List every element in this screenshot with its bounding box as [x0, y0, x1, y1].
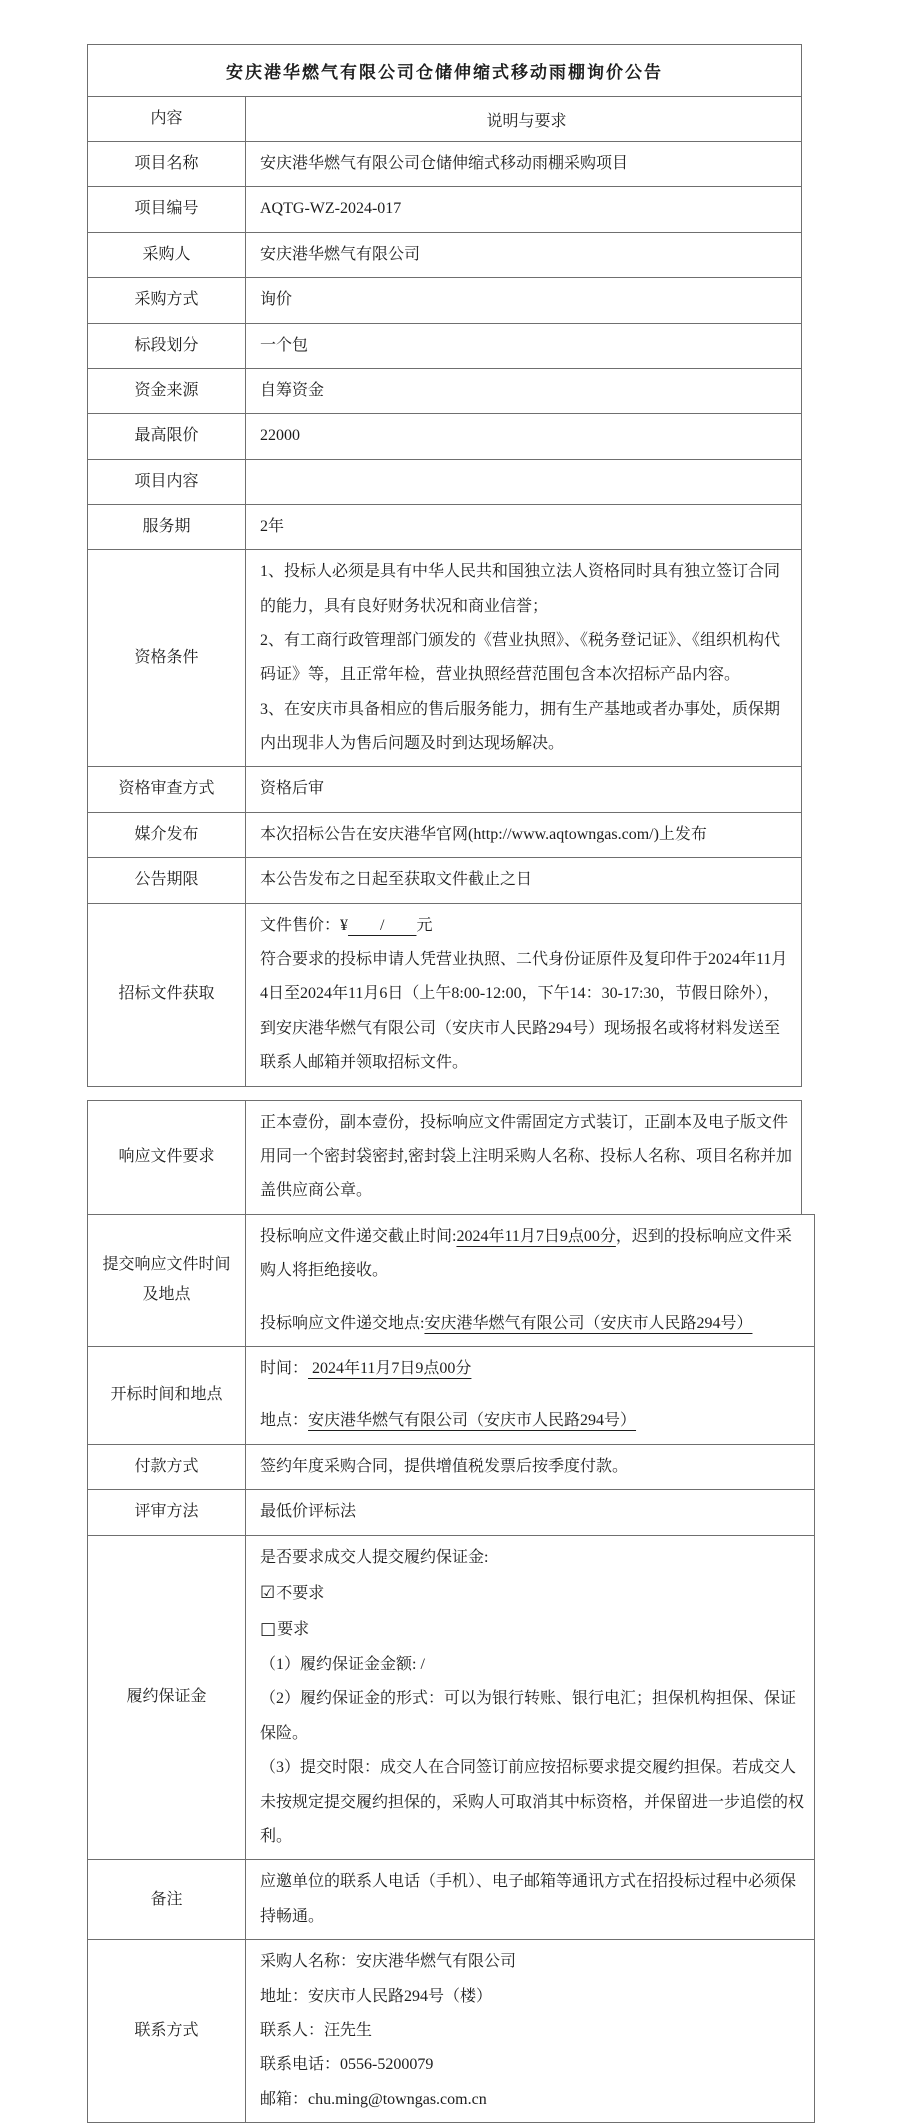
row-value	[246, 767, 801, 811]
row-label: 媒介发布	[88, 813, 246, 857]
row-value-line	[260, 1980, 806, 2014]
text-segment: 应邀单位的联系人电话（手机）、电子邮箱等通讯方式在招投标过程中必须保持畅通。	[260, 1873, 797, 1925]
text-segment: 符合要求的投标申请人凭营业执照、二代身份证原件及复印件于2024年11月4日至2024年11月6日（上午8:00-12:00，下午14：30-17:30，节假日除外），到安庆港华燃气有限公司（安庆市人民路294号）现场报名或将材料发送至联系人邮箱并领取招标文件。	[260, 951, 788, 1072]
row-value	[246, 1860, 814, 1939]
row-label: 招标文件获取	[88, 904, 246, 1086]
row-value-line	[260, 818, 793, 852]
row-value-line	[260, 1220, 806, 1289]
text-segment: （2）履约保证金的形式：可以为银行转账、银行电汇；担保机构担保、保证保险。	[260, 1690, 797, 1742]
table-row	[88, 232, 801, 277]
text-segment: 联系电话：0556-5200079	[260, 2056, 434, 2074]
text-segment: 联系人：汪先生	[260, 2021, 373, 2039]
table-row	[88, 368, 801, 413]
row-value-line	[260, 772, 793, 806]
row-value-line	[260, 863, 793, 897]
row-value-line	[260, 909, 793, 943]
row-value	[246, 1490, 814, 1534]
table-row	[88, 141, 801, 186]
row-label: 采购人	[88, 233, 246, 277]
row-value	[246, 1101, 801, 1214]
row-label: 采购方式	[88, 278, 246, 322]
text-segment: 正本壹份，副本壹份，投标响应文件需固定方式装订，正副本及电子版文件用同一个密封袋密封,密封袋上注明采购人名称、投标人名称、项目名称并加盖供应商公章。	[260, 1113, 793, 1200]
row-label: 备注	[88, 1860, 246, 1939]
row-label: 履约保证金	[88, 1536, 246, 1860]
text-segment: 1、投标人必须是具有中华人民共和国独立法人资格同时具有独立签订合同的能力，具有良好财务状况和商业信誉；	[260, 563, 781, 615]
row-value	[246, 369, 801, 413]
text-segment: 地址：安庆市人民路294号（楼）	[260, 1987, 493, 2005]
row-value	[246, 187, 801, 231]
row-label: 标段划分	[88, 324, 246, 368]
table-header-row	[88, 96, 801, 141]
row-value-line	[260, 2083, 806, 2117]
row-value-line	[260, 147, 793, 181]
row-value-line	[260, 1541, 806, 1575]
header-value-cell: 说明与要求	[486, 112, 567, 130]
row-value-line	[260, 1945, 806, 1979]
table-row	[88, 323, 801, 368]
text-segment: 本次招标公告在安庆港华官网(http://www.aqtowngas.com/)上发布	[260, 825, 707, 843]
header-label-cell: 内容	[88, 97, 246, 141]
row-label: 服务期	[88, 505, 246, 549]
table-row	[88, 903, 801, 1086]
announcement-table-main	[87, 44, 802, 1087]
row-value-line	[260, 1450, 806, 1484]
row-label: 资格条件	[88, 550, 246, 766]
row-label: 项目名称	[88, 142, 246, 186]
row-label: 开标时间和地点	[88, 1347, 246, 1444]
row-value-line	[260, 1307, 806, 1341]
text-segment: 签约年度采购合同，提供增值税发票后按季度付款。	[260, 1457, 629, 1475]
row-value-line	[260, 1865, 806, 1934]
row-value	[246, 1215, 814, 1346]
row-value-line	[260, 1352, 806, 1386]
text-segment: （1）履约保证金金额: /	[260, 1655, 425, 1673]
row-value-line	[260, 473, 793, 491]
text-segment: 自筹资金	[260, 381, 325, 399]
text-segment: 投标响应文件递交截止时间:	[260, 1227, 457, 1245]
page-break-gap	[87, 1087, 900, 1100]
row-label: 评审方法	[88, 1490, 246, 1534]
row-value-line	[260, 2014, 806, 2048]
row-label: 提交响应文件时间及地点	[88, 1215, 246, 1346]
text-segment: 2、有工商行政管理部门颁发的《营业执照》、《税务登记证》、《组织机构代码证》等，且正常年检，营业执照经营范围包含本次招标产品内容。	[260, 631, 781, 684]
row-value-line	[260, 624, 793, 693]
row-value	[246, 460, 801, 504]
row-value-line	[260, 1751, 806, 1854]
row-value-line	[260, 2048, 806, 2082]
table-row	[88, 1444, 814, 1489]
row-value	[246, 1536, 814, 1860]
text-segment: 地点：	[260, 1412, 309, 1430]
row-value	[246, 1445, 814, 1489]
row-value-line	[260, 1611, 806, 1648]
row-value	[246, 278, 801, 322]
row-value-line	[260, 283, 793, 317]
table-row	[88, 1215, 814, 1346]
text-segment: 要求	[277, 1621, 310, 1639]
text-segment: 2年	[260, 517, 285, 535]
text-segment: 安庆港华燃气有限公司（安庆市人民路294号）	[308, 1412, 637, 1430]
text-segment: 采购人名称：安庆港华燃气有限公司	[260, 1953, 517, 1971]
text-segment: 最低价评标法	[260, 1503, 357, 1521]
document-title: 安庆港华燃气有限公司仓储伸缩式移动雨棚询价公告	[226, 63, 663, 82]
text-segment: 文件售价：¥	[260, 916, 349, 934]
row-value	[246, 550, 801, 766]
text-segment: 2024年11月7日9点00分	[456, 1227, 616, 1245]
row-label: 最高限价	[88, 414, 246, 458]
row-value	[246, 324, 801, 368]
row-value-line	[260, 1404, 806, 1438]
announcement-table-bottom	[87, 1214, 815, 2123]
table-row	[88, 277, 801, 322]
text-segment: 不要求	[276, 1584, 325, 1602]
row-value-line	[260, 1682, 806, 1751]
table-title-row	[88, 45, 801, 96]
text-segment: 安庆港华燃气有限公司仓储伸缩式移动雨棚采购项目	[260, 155, 629, 172]
text-segment: /	[348, 916, 417, 934]
text-segment: （3）提交时限：成交人在合同签订前应按招标要求提交履约担保。若成交人未按规定提交履约担保的，采购人可取消其中标资格，并保留进一步追偿的权利。	[260, 1759, 805, 1845]
row-label: 项目编号	[88, 187, 246, 231]
row-value	[246, 505, 801, 549]
row-value-line	[260, 693, 793, 762]
row-value	[246, 1347, 814, 1444]
text-segment: 一个包	[260, 336, 309, 354]
row-label: 资金来源	[88, 369, 246, 413]
text-segment: 本公告发布之日起至获取文件截止之日	[260, 871, 533, 889]
row-value-line	[260, 329, 793, 363]
table-row	[88, 413, 801, 458]
text-segment: 资格后审	[260, 780, 325, 798]
table-row	[88, 812, 801, 857]
row-value	[246, 414, 801, 458]
text-segment: 安庆港华燃气有限公司（安庆市人民路294号）	[424, 1314, 753, 1332]
row-value-line	[260, 1106, 793, 1209]
row-value	[246, 858, 801, 902]
table-row	[88, 1101, 801, 1214]
text-segment: 是否要求成交人提交履约保证金:	[260, 1548, 489, 1566]
table-row	[88, 766, 801, 811]
row-value-line	[260, 555, 793, 624]
text-segment: AQTG-WZ-2024-017	[260, 200, 402, 218]
row-value-line	[260, 510, 793, 544]
text-segment: 22000	[260, 427, 300, 445]
table-row	[88, 1346, 814, 1444]
table-row	[88, 857, 801, 902]
table-row	[88, 1489, 814, 1534]
row-value-line	[260, 419, 793, 453]
table-row	[88, 504, 801, 549]
checkbox-checked-icon: ☑	[260, 1582, 276, 1603]
row-label: 项目内容	[88, 460, 246, 504]
row-value-line	[260, 1495, 806, 1529]
row-value-line	[260, 374, 793, 408]
row-value	[246, 813, 801, 857]
announcement-table-response	[87, 1100, 802, 1215]
table-row	[88, 549, 801, 766]
row-value-line	[260, 238, 793, 272]
row-value	[246, 233, 801, 277]
table-row	[88, 186, 801, 231]
row-label: 付款方式	[88, 1445, 246, 1489]
row-value-line	[260, 1648, 806, 1682]
row-label: 公告期限	[88, 858, 246, 902]
text-segment: 2024年11月7日9点00分	[308, 1359, 472, 1377]
row-value	[246, 142, 801, 186]
row-label: 资格审查方式	[88, 767, 246, 811]
text-segment: 元	[416, 916, 433, 934]
table-row	[88, 459, 801, 504]
text-segment: 3、在安庆市具备相应的售后服务能力，拥有生产基地或者办事处，质保期内出现非人为售后问题及时到达现场解决。	[260, 700, 781, 753]
text-segment: 安庆港华燃气有限公司	[260, 245, 421, 263]
row-value-line	[260, 1575, 806, 1612]
table-row	[88, 1859, 814, 1939]
row-value-line	[260, 943, 793, 1081]
table-row	[88, 1535, 814, 1860]
text-segment: 时间：	[260, 1359, 309, 1377]
text-segment: 投标响应文件递交地点:	[260, 1314, 425, 1332]
text-segment: ，迟到的投标响应文件采购人将拒绝接收。	[260, 1227, 792, 1280]
text-segment: 邮箱：chu.ming@towngas.com.cn	[260, 2090, 487, 2108]
checkbox-unchecked-icon: □	[260, 1619, 277, 1640]
row-value-line	[260, 192, 793, 226]
text-segment: 询价	[260, 291, 293, 309]
row-label: 响应文件要求	[88, 1101, 246, 1214]
row-value	[246, 904, 801, 1086]
row-label: 联系方式	[88, 1940, 246, 2122]
